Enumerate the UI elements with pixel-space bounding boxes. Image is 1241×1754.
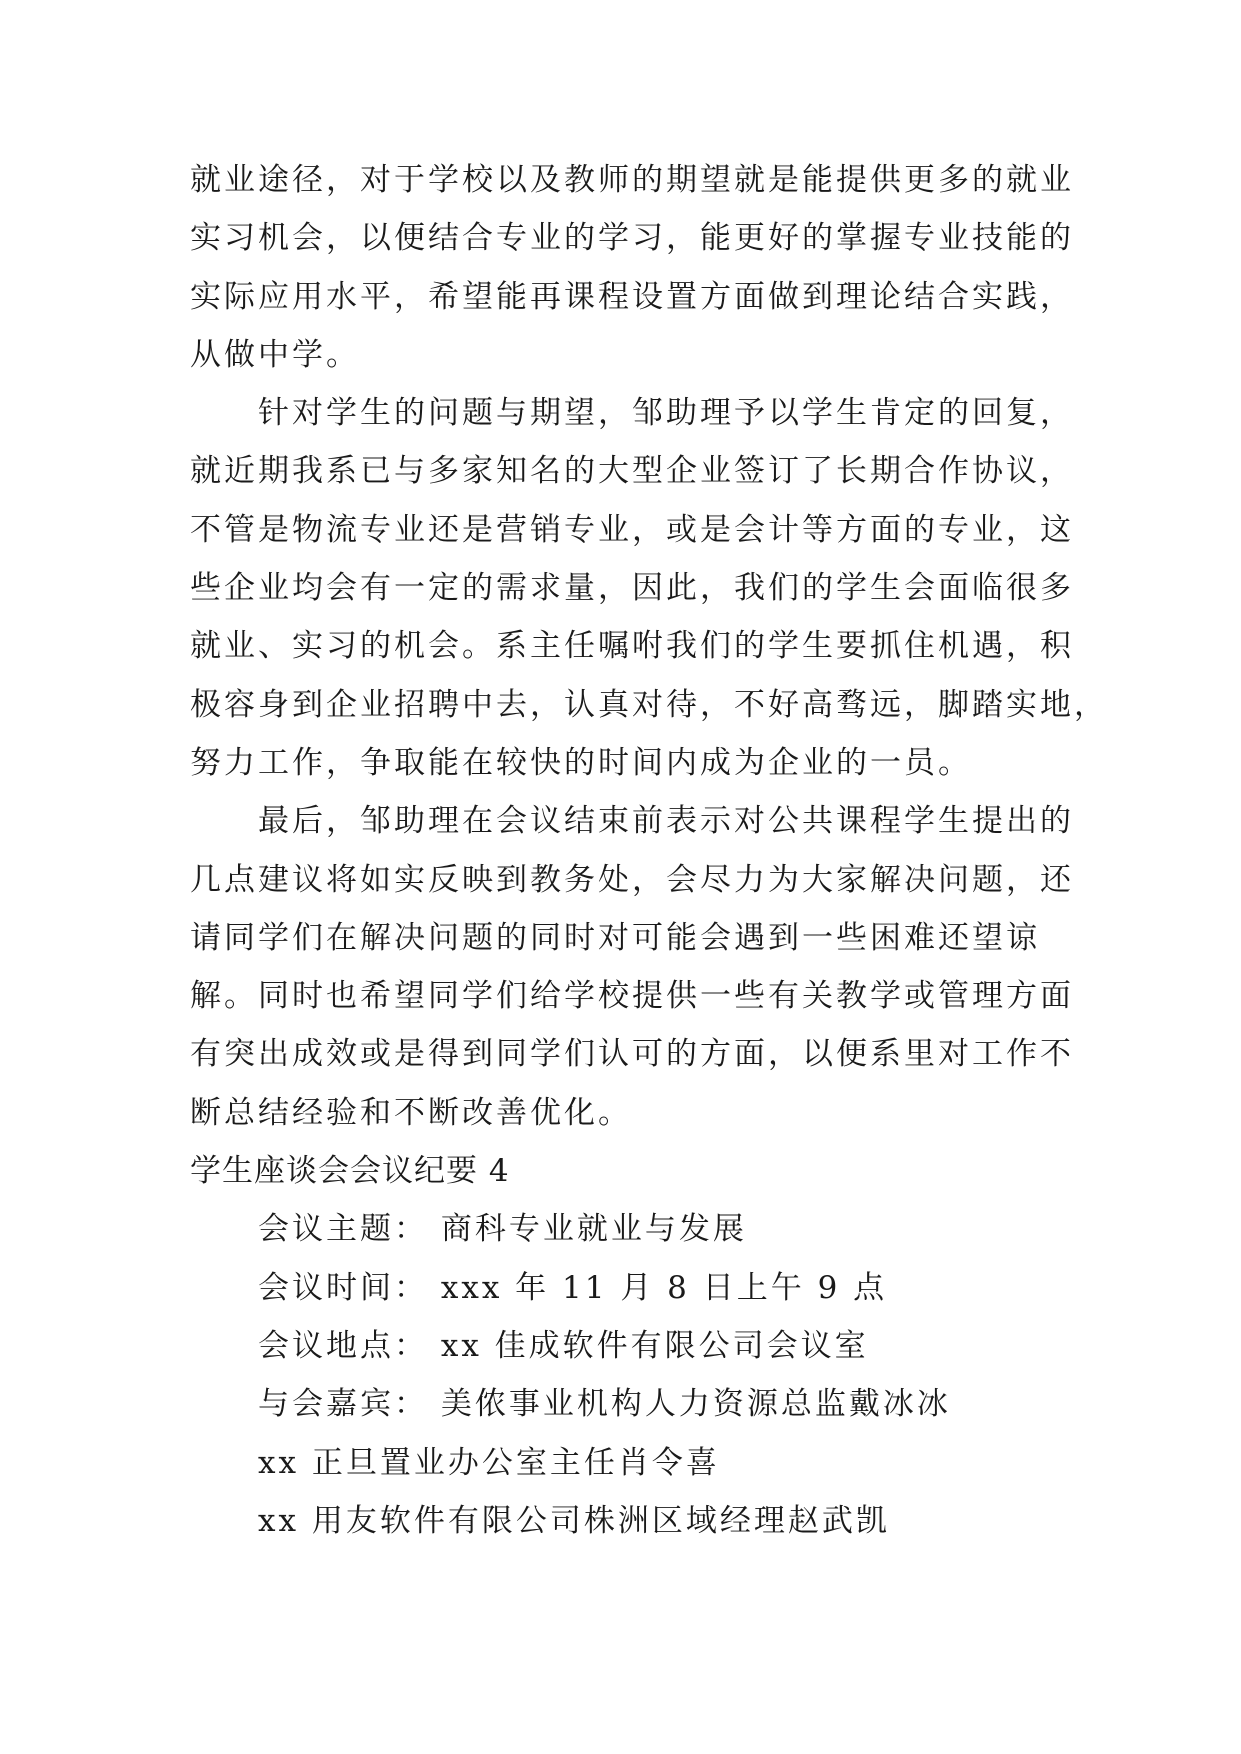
paragraph-line: 最后，邹助理在会议结束前表示对公共课程学生提出的	[258, 803, 1074, 840]
info-value: xx 佳成软件有限公司会议室	[440, 1327, 869, 1364]
paragraph-line: 断总结经验和不断改善优化。	[190, 1094, 632, 1131]
meeting-info-location	[190, 1317, 1060, 1375]
paragraph-line: 极容身到企业招聘中去，认真对待，不好高骛远，脚踏实地，	[190, 686, 1108, 723]
meeting-info-guests	[190, 1375, 1060, 1433]
info-label: 会议地点：	[258, 1327, 428, 1364]
paragraph-line: 针对学生的问题与期望，邹助理予以学生肯定的回复，	[258, 395, 1074, 432]
info-value: xxx 年 11 月 8 日上午 9 点	[440, 1269, 888, 1306]
section-heading: 学生座谈会会议纪要 4	[190, 1153, 510, 1190]
paragraph-line: 实际应用水平，希望能再课程设置方面做到理论结合实践，	[190, 278, 1074, 315]
info-label: 会议主题：	[258, 1211, 428, 1248]
info-value: 商科专业就业与发展	[440, 1211, 747, 1248]
paragraph-line: 实习机会，以便结合专业的学习，能更好的掌握专业技能的	[190, 220, 1074, 257]
paragraph-line: 就业途径，对于学校以及教师的期望就是能提供更多的就业	[190, 162, 1074, 198]
paragraph-line: 几点建议将如实反映到教务处，会尽力为大家解决问题，还	[190, 861, 1074, 898]
paragraph-line: 有突出成效或是得到同学们认可的方面，以便系里对工作不	[190, 1036, 1074, 1073]
paragraph-line: 就近期我系已与多家知名的大型企业签订了长期合作协议，	[190, 453, 1074, 490]
paragraph-line: 些企业均会有一定的需求量，因此，我们的学生会面临很多	[190, 570, 1074, 607]
guest-line: xx 正旦置业办公室主任肖令喜	[258, 1444, 720, 1481]
paragraph-line: 努力工作，争取能在较快的时间内成为企业的一员。	[190, 744, 972, 781]
info-label: 会议时间：	[258, 1269, 428, 1306]
info-value: 美侬事业机构人力资源总监戴冰冰	[440, 1386, 951, 1423]
info-label: 与会嘉宾：	[258, 1386, 428, 1423]
meeting-info-topic	[190, 1200, 1060, 1258]
guest-line: xx 用友软件有限公司株洲区域经理赵武凯	[258, 1502, 890, 1539]
meeting-info-time	[190, 1259, 1060, 1317]
document-body	[190, 151, 1108, 1550]
paragraph-line: 从做中学。	[190, 336, 360, 373]
paragraph-line: 就业、实习的机会。系主任嘱咐我们的学生要抓住机遇，积	[190, 628, 1074, 665]
paragraph-line: 解。同时也希望同学们给学校提供一些有关教学或管理方面	[190, 978, 1074, 1015]
paragraph-line: 不管是物流专业还是营销专业，或是会计等方面的专业，这	[190, 511, 1074, 548]
paragraph-line: 请同学们在解决问题的同时对可能会遇到一些困难还望谅	[190, 919, 1040, 956]
